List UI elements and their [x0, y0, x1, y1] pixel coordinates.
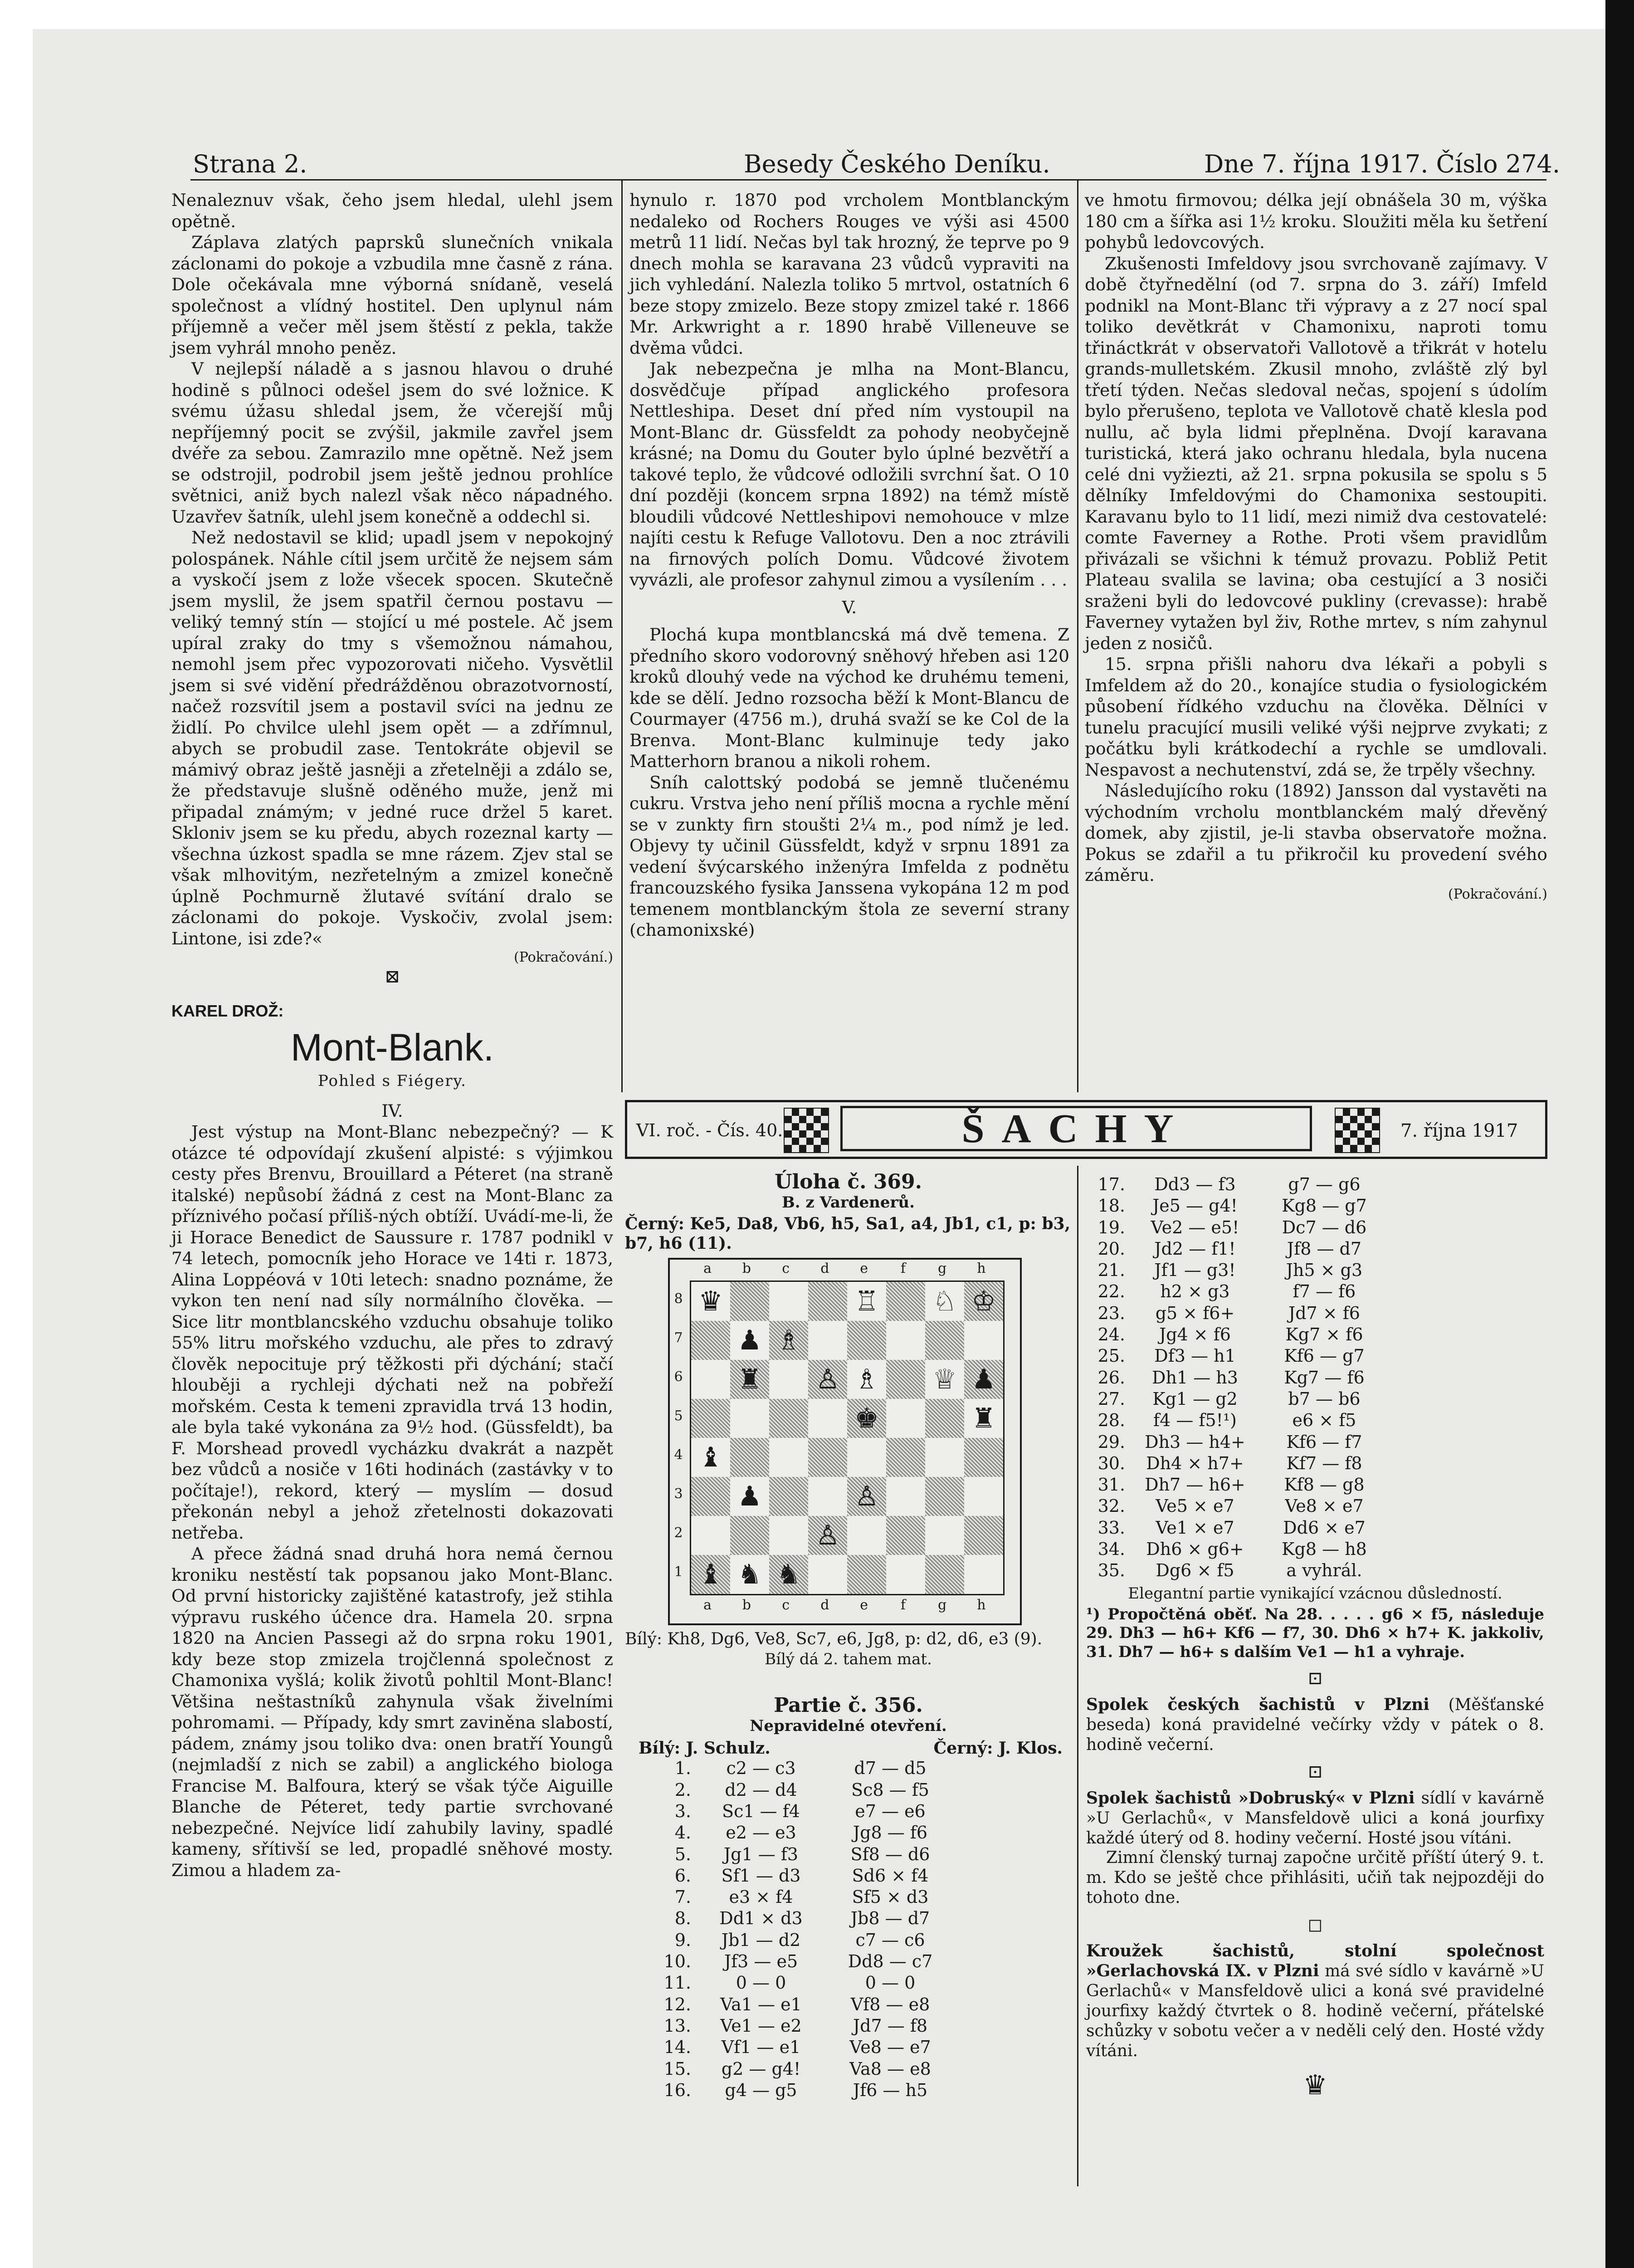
chess-piece-icon: ♜	[971, 1403, 996, 1435]
rank-label: 4	[674, 1447, 683, 1463]
move-cell: 4.	[674, 1823, 691, 1843]
separator-ornament-icon: ◻	[1307, 1914, 1323, 1936]
move-cell: Dc7 — d6	[1282, 1217, 1367, 1237]
board-square	[769, 1282, 808, 1321]
story-paragraph: Než nedostavil se klid; upadl jsem v nepokojný polospánek. Náhle cítil jsem určitě že nejsem sám a vyskočí jsem z lože všecek spocen. Skutečně jsem myslil, že jsem spatřil černou postavu — veliký temný stín — stojící u mé postele. Ač jsem upíral zraky do tmy s všemožnou námahou, nemohl jsem přec vypozorovati ničeho. Vysvětlil jsem si své vidění předrážděnou obrazotvorností, načež rozsvítil jsem a postavil svíci na jednu ze židlí. Po chvilce ulehl jsem opět — a zdřímnul, abych se probudil zase. Tentokráte objevil se mámivý obraz ještě jasněji a zřetelněji a zdálo se, že představuje slušně oděného muže, jenž mi připadal známým; v jedné ruce držel 5 karet. Skloniv jsem se ku předu, abych rozeznal karty — všechna úzkost spadla se mne rázem. Zjev stal se však mlhovitým, nezřetelným a zmizel konečně úplně Pochmurně žlutavé svítání dralo se záclonami do pokoje. Vyskočiv, zvolal jsem: Lintone, isi zde?«	[171, 528, 613, 948]
chess-piece-icon: ♔	[971, 1286, 996, 1318]
chess-piece-icon: ♟	[737, 1325, 762, 1357]
board-square	[886, 1477, 925, 1516]
club-text: má své sídlo v kavárně »U Gerlachů« v Mansfeldově ulici a koná své pravidelné jourfixy každý čtvrtek o 8. hodině večerní, přátelské schůzky v sobotu večer a v neděli celý den. Hosté vždy vítáni.	[1086, 1962, 1544, 2060]
problem-black-pieces: Černý: Ke5, Da8, Vb6, h5, Sa1, a4, Jb1, c1, p: b3, b7, h6 (11).	[625, 1214, 1071, 1253]
rank-labels	[672, 1280, 685, 1592]
article-paragraph: Jak nebezpečna je mlha na Mont-Blancu, dosvědčuje případ anglického profesora Nettleshipa. Deset dní před ním vystoupil na Mont-Blanc dr. Güssfeldt za pohody neobyčejně krásné; na Domu du Gouter bylo úplné bezvětří a takové teplo, že vůdcové odložili svrchní šat. O 10 dní později (koncem srpna 1892) na témž místě bloudili vůdcové Nettleshipovi nemohouce v mlze najíti cestu k Refuge Vallotovu. Den a noc ztrávili na firnových polích Domu. Vůdcové životem vyvázli, ale profesor zahynul zimou a vysílením . . .	[629, 359, 1069, 590]
move-cell: 35.	[1097, 1560, 1125, 1581]
board-square	[964, 1360, 1003, 1399]
board-square	[886, 1360, 925, 1399]
game-players	[639, 1739, 1063, 1758]
move-cell: Jh5 × g3	[1286, 1260, 1363, 1281]
move-cell: g5 × f6+	[1155, 1303, 1235, 1323]
move-cell: c7 — c6	[855, 1930, 925, 1950]
rank-label: 7	[674, 1330, 683, 1346]
move-cell: g2 — g4!	[721, 2058, 801, 2079]
chess-piece-icon: ♝	[698, 1559, 723, 1591]
board-square	[886, 1516, 925, 1555]
club-notice	[1086, 1695, 1544, 1755]
file-label: g	[938, 1597, 947, 1613]
club-text: (Měšťanské beseda) koná pravidelné večírky vždy v pátek o 8. hodině večerní.	[1086, 1696, 1544, 1754]
board-square	[964, 1516, 1003, 1555]
move-cell: Dd1 × d3	[719, 1908, 803, 1929]
move-cell: 26.	[1097, 1367, 1125, 1388]
move-cell: Sf5 × d3	[852, 1887, 929, 1907]
chess-piece-icon: ♙	[815, 1520, 840, 1552]
board-square	[730, 1399, 769, 1438]
article-paragraph: 15. srpna přišli nahoru dva lékaři a pobyli s Imfeldem až do 20., konajíce studia o fysiologickém působení řídkého vzduchu na člověka. Dělníci v tunelu pracující musili veliké výši nejprve zvykati; z počátku byli krátkodechí a rychle se umdlovali. Nespavost a nechutenství, zdá se, že trpěly všechny.	[1085, 654, 1547, 780]
chess-piece-icon: ♚	[854, 1403, 879, 1435]
move-cell: Kf8 — g8	[1284, 1475, 1365, 1495]
move-cell: 30.	[1097, 1453, 1125, 1473]
file-label: b	[742, 1597, 751, 1613]
paper-title: Besedy Českého Deníku.	[744, 150, 1050, 178]
board-square	[769, 1438, 808, 1477]
move-cell: 0 — 0	[865, 1973, 916, 1993]
rank-label: 3	[674, 1486, 683, 1502]
move-cell: g4 — g5	[725, 2080, 797, 2100]
move-cell: c2 — c3	[726, 1758, 796, 1779]
move-cell: b7 — b6	[1288, 1388, 1361, 1409]
move-cell: 9.	[674, 1930, 691, 1950]
article-paragraph: A přece žádná snad druhá hora nemá černou kroniku nestěstí tak popsanou jako Mont-Blanc. Od první historicky zajištěné katastrofy, jež stihla výpravu ruského účence dra. Hamela 20. srpna 1820 na Ancien Passegi až do srpna roku 1901, kdy beze stop zmizela trojčlenná společnost z Chamonixa vyšlá; kolik životů pohltil Mont-Blanc! Většina neštastníků zahynula však živelními pohromami. — Případy, kdy smrt zaviněna slabostí, pádem, známy jsou toliko dva: onen bratří Youngů (nejmladší z nich se zabil) a anglického biologa Francise M. Balfoura, který se však týče Aiguille Blanche de Péteret, tedy partie svrchované nebezpečné. Nejvíce lidí zahubily laviny, spadlé kameny, sřítivší se led, propadlé sněhové mosty. Zimou a hladem za-	[171, 1544, 613, 1880]
move-cell: 7.	[674, 1887, 691, 1907]
problem-white-pieces: Bílý: Kh8, Dg6, Ve8, Sc7, e6, Jg8, p: d2, d6, e3 (9).	[625, 1630, 1043, 1649]
club-name: Spolek šachistů »Dobruský« v Plzni	[1086, 1788, 1415, 1808]
board-square	[964, 1555, 1003, 1594]
move-cell: Jg8 — f6	[853, 1823, 928, 1843]
game-opening: Nepravidelné otevření.	[750, 1717, 947, 1735]
board-square	[769, 1321, 808, 1360]
separator-ornament-icon: ⊡	[1307, 1761, 1323, 1782]
board-square	[808, 1555, 847, 1594]
board-square	[847, 1555, 886, 1594]
board-square	[730, 1282, 769, 1321]
chess-piece-icon: ♙	[815, 1364, 840, 1396]
club-name: Spolek českých šachistů v Plzni	[1086, 1695, 1429, 1715]
move-cell: Jf3 — e5	[724, 1951, 798, 1972]
board-square	[886, 1399, 925, 1438]
board-square	[691, 1477, 730, 1516]
chess-diagram	[668, 1258, 1022, 1625]
board-square	[925, 1477, 964, 1516]
board-square	[691, 1321, 730, 1360]
game-moves	[1086, 1174, 1544, 1582]
chess-piece-icon: ♞	[776, 1559, 801, 1591]
move-cell: Sf1 — d3	[721, 1865, 801, 1886]
move-cell: 22.	[1097, 1281, 1125, 1302]
section-number: IV.	[381, 1100, 403, 1121]
board-square	[925, 1321, 964, 1360]
file-label: a	[703, 1261, 712, 1277]
move-cell: 18.	[1097, 1196, 1125, 1216]
board-square	[730, 1360, 769, 1399]
move-cell: Ve8 — e7	[849, 2037, 931, 2058]
chess-piece-icon: ♖	[854, 1286, 879, 1318]
board-square	[808, 1399, 847, 1438]
board-square	[925, 1282, 964, 1321]
move-cell: Jd7 × f6	[1288, 1303, 1360, 1323]
board-square	[886, 1321, 925, 1360]
continued-note: (Pokračování.)	[1448, 886, 1547, 902]
file-label: f	[900, 1597, 906, 1613]
board-square	[925, 1555, 964, 1594]
move-cell: Sf8 — d6	[850, 1844, 930, 1864]
board-square	[847, 1438, 886, 1477]
banner-volume: VI. roč. - Čís. 40.	[636, 1120, 783, 1140]
board-square	[847, 1360, 886, 1399]
move-cell: 15.	[663, 2058, 691, 2079]
move-cell: f7 — f6	[1293, 1281, 1356, 1302]
move-cell: 24.	[1097, 1325, 1125, 1345]
black-player: Černý: J. Klos.	[933, 1739, 1063, 1758]
separator-ornament-icon: ⊠	[385, 966, 400, 987]
rank-label: 1	[674, 1564, 683, 1580]
move-cell: Jd2 — f1!	[1154, 1238, 1236, 1259]
move-cell: 33.	[1097, 1517, 1125, 1538]
header-rule	[190, 179, 1546, 181]
move-cell: Sd6 × f4	[852, 1865, 929, 1886]
game-moves	[652, 1758, 1072, 2101]
move-cell: Jf8 — d7	[1287, 1238, 1362, 1259]
move-cell: f4 — f5!¹)	[1153, 1410, 1237, 1431]
move-cell: 31.	[1097, 1475, 1125, 1495]
article-column-3	[1085, 190, 1547, 903]
board-square	[847, 1399, 886, 1438]
move-cell: 8.	[674, 1908, 691, 1929]
chess-piece-icon: ♗	[776, 1325, 801, 1357]
board-square	[847, 1321, 886, 1360]
board-square	[964, 1438, 1003, 1477]
rank-label: 8	[674, 1291, 683, 1307]
move-cell: Sc8 — f5	[851, 1779, 929, 1800]
chess-piece-icon: ♘	[932, 1286, 957, 1318]
move-cell: Ve1 × e7	[1156, 1517, 1234, 1538]
move-cell: Dh1 — h3	[1152, 1367, 1238, 1388]
game-title: Partie č. 356.	[774, 1694, 923, 1717]
story-paragraph: Záplava zlatých paprsků slunečních vnikala záclonami do pokoje a vzbudila mne časně z rána. Dole očekávala mne výborná snídaně, veselá společnost a vlídný hostitel. Den uplynul nám příjemně a večer měl jsem štěstí z pekla, takže jsem vyhrál mnoho peněz.	[171, 232, 613, 358]
move-cell: Kg7 — f6	[1284, 1367, 1365, 1388]
move-cell: 2.	[674, 1779, 691, 1800]
move-cell: 25.	[1097, 1346, 1125, 1366]
move-cell: 13.	[663, 2015, 691, 2036]
move-cell: Va8 — e8	[849, 2058, 931, 2079]
checker-ornament-icon	[1335, 1108, 1380, 1153]
chess-piece-icon: ♞	[737, 1559, 762, 1591]
board-square	[769, 1555, 808, 1594]
move-cell: Kg8 — g7	[1282, 1196, 1367, 1216]
move-cell: Dg6 × f5	[1156, 1560, 1234, 1581]
file-label: c	[782, 1261, 790, 1277]
board-square	[730, 1555, 769, 1594]
move-cell: h2 × g3	[1160, 1281, 1230, 1302]
move-cell: 3.	[674, 1801, 691, 1821]
move-cell: Jb8 — d7	[850, 1908, 930, 1929]
column-rule	[1077, 1166, 1078, 2186]
article-paragraph: hynulo r. 1870 pod vrcholem Montblanckým nedaleko od Rochers Rouges ve výši asi 4500 metrů 11 lidí. Nečas byl tak hrozný, že teprve po 9 dnech mohla se karavana 23 vůdců vypraviti na jich vyhledání. Nalezla toliko 5 mrtvol, ostatních 6 beze stopy zmizelo. Beze stopy zmizel také r. 1866 Mr. Arkwright a r. 1890 hrabě Villeneuve se dvěma vůdci.	[629, 190, 1069, 358]
move-cell: Jd7 — f8	[853, 2015, 928, 2036]
move-cell: Dh3 — h4+	[1145, 1432, 1245, 1452]
file-label: d	[820, 1261, 829, 1277]
board-square	[964, 1477, 1003, 1516]
chess-piece-icon: ♙	[854, 1481, 879, 1513]
board-square	[808, 1321, 847, 1360]
move-cell: Kg1 — g2	[1152, 1388, 1238, 1409]
board-square	[769, 1360, 808, 1399]
club-notice-extra: Zimní členský turnaj započne určitě příští úterý 9. t. m. Kdo se ještě chce přihlásiti, učiň tak nejpozději do tohoto dne.	[1086, 1848, 1544, 1907]
file-labels	[688, 1597, 1001, 1613]
board-square	[886, 1438, 925, 1477]
move-cell: e7 — e6	[855, 1801, 926, 1821]
move-cell: Vf8 — e8	[850, 1994, 930, 2014]
board-square	[808, 1438, 847, 1477]
chess-problem	[625, 1170, 1072, 2101]
story-column	[171, 190, 613, 1881]
move-cell: Jg1 — f3	[723, 1844, 799, 1864]
crown-ornament-icon: ♛	[1303, 2069, 1327, 2101]
move-cell: Ve2 — e5!	[1151, 1217, 1239, 1237]
rank-label: 2	[674, 1525, 683, 1541]
move-cell: e6 × f5	[1292, 1410, 1356, 1431]
move-cell: e2 — e3	[726, 1823, 796, 1843]
move-cell: Ve1 — e2	[720, 2015, 802, 2036]
board-square	[808, 1516, 847, 1555]
chess-piece-icon: ♟	[971, 1364, 996, 1396]
board-square	[730, 1321, 769, 1360]
move-cell: Sc1 — f4	[722, 1801, 800, 1821]
move-cell: 14.	[663, 2037, 691, 2058]
board-square	[886, 1282, 925, 1321]
banner-date: 7. října 1917	[1400, 1120, 1518, 1141]
board-square	[691, 1282, 730, 1321]
move-cell: Dh7 — h6+	[1145, 1475, 1245, 1495]
file-label: g	[938, 1261, 947, 1277]
separator-ornament-icon: ⊡	[1307, 1668, 1323, 1689]
board-square	[925, 1399, 964, 1438]
move-cell: 21.	[1097, 1260, 1125, 1281]
board-square	[691, 1360, 730, 1399]
move-cell: g7 — g6	[1288, 1174, 1361, 1194]
chess-piece-icon: ♗	[854, 1364, 879, 1396]
board-square	[769, 1399, 808, 1438]
move-cell: Jg4 × f6	[1159, 1325, 1231, 1345]
move-cell: 1.	[674, 1758, 691, 1779]
article-author: KAREL DROŽ:	[171, 1001, 284, 1020]
move-cell: Jf1 — g3!	[1154, 1260, 1236, 1281]
scan-edge	[1605, 0, 1634, 2268]
board-square	[691, 1399, 730, 1438]
file-label: f	[900, 1261, 906, 1277]
move-cell: d2 — d4	[725, 1779, 797, 1800]
move-cell: 29.	[1097, 1432, 1125, 1452]
board-square	[847, 1282, 886, 1321]
move-cell: 27.	[1097, 1388, 1125, 1409]
board-square	[691, 1438, 730, 1477]
story-paragraph: Nenaleznuv však, čeho jsem hledal, ulehl jsem opětně.	[171, 190, 613, 231]
move-cell: Je5 — g4!	[1152, 1196, 1238, 1216]
story-paragraph: V nejlepší náladě a s jasnou hlavou o druhé hodině s půlnoci odešel jsem do své ložnice. K svému úžasu shledal jsem, že včerejší můj nepříjemný pocit se zvýšil, jakmile zavřel jsem dvéře za sebou. Zamrazilo mne opětně. Než jsem se odstrojil, podrobil jsem ještě jednou prohlíce světnici, aniž bych nalezl však něco nápadného. Uzavřev šatník, ulehl jsem konečně a oddechl si.	[171, 359, 613, 527]
file-label: h	[977, 1597, 986, 1613]
move-cell: 19.	[1097, 1217, 1125, 1237]
page-number: Strana 2.	[193, 150, 307, 178]
move-cell: e3 × f4	[729, 1887, 793, 1907]
move-cell: 20.	[1097, 1238, 1125, 1259]
file-label: b	[742, 1261, 751, 1277]
club-text: sídlí v kavárně »U Gerlachů«, v Mansfeldově ulici a koná jourfixy každé úterý od 8. hodiny večerní. Hosté jsou vítáni.	[1086, 1789, 1545, 1848]
move-cell: 32.	[1097, 1496, 1125, 1516]
file-label: h	[977, 1261, 986, 1277]
move-cell: 0 — 0	[736, 1973, 786, 1993]
board-square	[964, 1399, 1003, 1438]
club-notice	[1086, 1789, 1544, 1848]
move-cell: 17.	[1097, 1174, 1125, 1194]
column-rule	[1077, 181, 1078, 1092]
issue-date: Dne 7. října 1917. Číslo 274.	[1204, 150, 1561, 178]
chess-banner	[625, 1100, 1547, 1159]
move-cell: Ve5 × e7	[1156, 1496, 1234, 1516]
move-cell: Kf6 — f7	[1286, 1432, 1362, 1452]
move-cell: d7 — d5	[854, 1758, 927, 1779]
file-label: c	[782, 1597, 790, 1613]
game-comment: Elegantní partie vynikající vzácnou důsledností.	[1128, 1584, 1502, 1603]
board-square	[964, 1282, 1003, 1321]
rank-label: 6	[674, 1369, 683, 1385]
chess-piece-icon: ♟	[737, 1481, 762, 1513]
article-paragraph: Sníh calottský podobá se jemně tlučenému cukru. Vrstva jeho není příliš mocna a rychle mění se v zunkty firn stoušti 2¼ m., pod nímž je led. Objevy ty učinil Güssfeldt, když v srpnu 1891 za vedení švýcarského inženýra Imfelda z podnětu francouzského fysika Janssena vykopána 12 m pod temenem montblanckým štola ze severní strany (chamonixské)	[629, 772, 1069, 940]
move-cell: 11.	[663, 1973, 691, 1993]
board-square	[730, 1438, 769, 1477]
file-label: e	[860, 1261, 868, 1277]
board-square	[886, 1555, 925, 1594]
board-square	[691, 1516, 730, 1555]
move-cell: Dd8 — c7	[848, 1951, 933, 1972]
move-cell: Jb1 — d2	[721, 1930, 801, 1950]
file-label: a	[703, 1597, 712, 1613]
board-square	[925, 1516, 964, 1555]
move-cell: Vf1 — e1	[721, 2037, 801, 2058]
game-footnote: ¹) Propočtěná oběť. Na 28. . . . . g6 × f5, následuje 29. Dh3 — h6+ Kf6 — f7, 30. Dh6 × h7+ K. jakkoliv, 31. Dh7 — h6+ s dalším Ve1 — h1 a vyhraje.	[1086, 1605, 1544, 1661]
column-rule	[621, 181, 623, 1092]
file-labels	[688, 1261, 1001, 1276]
article-paragraph: Zkušenosti Imfeldovy jsou svrchovaně zajímavy. V době čtyřnedělní (od 7. srpna do 3. září) Imfeld podnikl na Mont-Blanc tři výpravy a z 27 nocí spal toliko devětkrát v Chamonixu, naproti tomu třináctkrát v observatoři Vallotově a třikrát v hotelu grands-mulletském. Zkusil mnoho, zvláště zlý byl třetí týden. Nečas sledoval nečas, spojení s údolím bylo přerušeno, teplota ve Vallotově chatě klesla pod nullu, ač byla lidmi přeplněna. Dvojí karavana turistická, která jako ochranu hledala, byla nucena celé dni vyžiezti, až 21. srpna pokusila se spolu s 5 dělníky Imfeldovými do Chamonixa sestoupiti. Karavanu bylo to 11 lidí, mezi nimiž dva cestovatelé: comte Faverney a Rothe. Proti všem pravidlům přivázali se všichni k témuž provazu. Pobliž Petit Plateau svalila se lavina; oba cestující a 3 nosiči sraženi byli do ledovcové pukliny (crevasse): hrabě Faverney vytažen byl živ, Rothe mrtev, s ním zahynul jeden z nosičů.	[1085, 253, 1547, 653]
club-name: Kroužek šachistů, stolní společnost »Gerlachovská IX. v Plzni	[1086, 1941, 1544, 1981]
move-cell: 6.	[674, 1865, 691, 1886]
section-number: V.	[842, 597, 857, 617]
move-cell: Jf6 — h5	[853, 2080, 928, 2100]
continued-note: (Pokračování.)	[514, 949, 613, 965]
move-cell: Dh6 × g6+	[1146, 1539, 1244, 1559]
move-cell: Va1 — e1	[720, 1994, 802, 2014]
move-cell: 10.	[663, 1951, 691, 1972]
move-cell: 12.	[663, 1994, 691, 2014]
move-cell: Df3 — h1	[1154, 1346, 1236, 1366]
article-paragraph: ve hmotu firmovou; délka její obnášela 30 m, výška 180 cm a šířka asi 1½ kroku. Sloužiti měla ku šetření pohybů ledovcových.	[1085, 190, 1547, 252]
board-square	[808, 1360, 847, 1399]
board-square	[691, 1555, 730, 1594]
chess-piece-icon: ♜	[737, 1364, 762, 1396]
chess-section-title: ŠACHY	[840, 1106, 1312, 1151]
move-cell: 5.	[674, 1844, 691, 1864]
move-cell: Kf6 — g7	[1284, 1346, 1365, 1366]
move-cell: Kg8 — h8	[1282, 1539, 1367, 1559]
board-square	[730, 1477, 769, 1516]
white-player: Bílý: J. Schulz.	[639, 1739, 771, 1758]
board-square	[964, 1321, 1003, 1360]
article-paragraph: Plochá kupa montblancská má dvě temena. Z předního skoro vodorovný sněhový hřeben asi 120 kroků dlouhý vede na východ ke druhému temeni, kde se dělí. Jedno rozsocha běží k Mont-Blancu de Courmayer (4756 m.), druhá svaží se ke Col de la Brenva. Mont-Blanc kulminuje tedy jako Matterhorn branou a nikoli rohem.	[629, 625, 1069, 771]
board-square	[730, 1516, 769, 1555]
article-column-2	[629, 190, 1069, 941]
move-cell: 16.	[663, 2080, 691, 2100]
move-cell: 28.	[1097, 1410, 1125, 1431]
board-square	[925, 1438, 964, 1477]
chess-board	[690, 1281, 1005, 1595]
board-square	[925, 1360, 964, 1399]
board-square	[769, 1477, 808, 1516]
problem-author: B. z Vardenerů.	[782, 1193, 915, 1212]
board-square	[808, 1477, 847, 1516]
move-cell: 34.	[1097, 1539, 1125, 1559]
board-square	[847, 1516, 886, 1555]
chess-piece-icon: ♕	[932, 1364, 957, 1396]
problem-stipulation: Bílý dá 2. tahem mat.	[765, 1650, 932, 1669]
move-cell: 23.	[1097, 1303, 1125, 1323]
file-label: d	[820, 1597, 829, 1613]
move-cell: Kf7 — f8	[1286, 1453, 1362, 1473]
rank-label: 5	[674, 1408, 683, 1424]
club-notice	[1086, 1941, 1544, 2061]
board-square	[808, 1282, 847, 1321]
move-cell: Kg7 × f6	[1285, 1325, 1363, 1345]
article-title: Mont-Blank.	[290, 1026, 494, 1069]
move-cell: Ve8 × e7	[1285, 1496, 1364, 1516]
move-cell: Dh4 × h7+	[1146, 1453, 1244, 1473]
article-paragraph: Následujícího roku (1892) Jansson dal vystavěti na východním vrcholu montblanckém malý dřevěný domek, aby zjistil, je-li stavba observatoře možna. Pokus se zdařil a tu přikročil ku provedení svého záměru.	[1085, 781, 1547, 885]
chess-piece-icon: ♝	[698, 1442, 723, 1474]
move-cell: Dd6 × e7	[1283, 1517, 1366, 1538]
file-label: e	[860, 1597, 868, 1613]
board-square	[847, 1477, 886, 1516]
problem-title: Úloha č. 369.	[775, 1170, 922, 1193]
article-subtitle: Pohled s Fiégery.	[318, 1071, 467, 1090]
chess-piece-icon: ♛	[698, 1286, 723, 1318]
article-paragraph: Jest výstup na Mont-Blanc nebezpečný? — K otázce té odpovídají zkušení alpisté: s výjimkou cesty přes Brenvu, Brouillard a Péteret (na straně italské) nepůsobí žádná z cest na Mont-Blanc za příznivého počasí příliš-ných obtíží. Uvádí-me-li, že ji Horace Benedict de Saussure r. 1787 podnikl v 74 letech, pomocník jeho Horace ve 14ti r. 1873, Alina Loppéová v 10ti letech: snadno poznáme, že vykon ten není nad síly normálního člověka. — Sice litr montblancského vzduchu obsahuje toliko 55% litru mořského vzduchu, ale přes to zdravý člověk nepocituje prý těžkosti při dýchání; stačí hlouběji a rychleji dýchati než na pobřeží mořském. Cesta k temeni zpravidla trvá 13 hodin, ale byla také vykonána za 9½ hod. (Güssfeldt), ba F. Morshead provedl vycházku dvakrát a nazpět bez vůdců a nosiče v 16ti hodinách (zastávky v to počítaje!), rekord, který — myslím — dosud překonán nebyl a jehož zřetelnosti dokazovati netřeba.	[171, 1122, 613, 1543]
move-cell: a vyhrál.	[1286, 1560, 1362, 1581]
board-square	[769, 1516, 808, 1555]
chess-right-column	[1086, 1174, 1544, 2101]
move-cell: Dd3 — f3	[1154, 1174, 1236, 1194]
checker-ornament-icon	[784, 1108, 829, 1153]
